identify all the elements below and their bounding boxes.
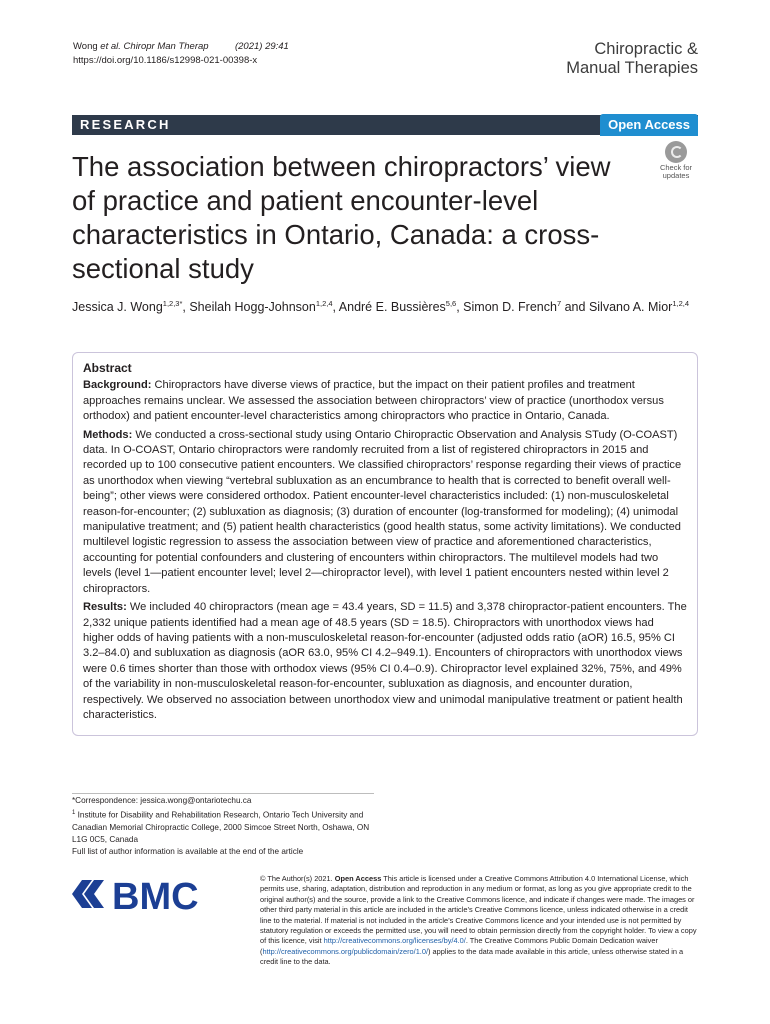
article-title: The association between chiropractors’ view of practice and patient encounter-level characteristics in Ontario, Canada: a cross-sectional study [72, 151, 611, 284]
methods-text: We conducted a cross-sectional study using Ontario Chiropractic Observation and Analysis STudy (O-COAST) data. In O-COAST, Ontario chiropractors were randomly recruited from a list of registered chiropractors in 2015 and recorded up to 100 consecutive patient encounters. We classified chiropractors’ response regarding their views of practice as unorthodox when viewing “vertebral subluxation as an encumbrance to health that is corrected to benefit overall well-being”; other views were considered orthodox. Patient encounter-level characteristics included: (1) non-musculoskeletal reason-for-encounter; (2) subluxation as diagnosis; (3) duration of encounter (log-transformed for modeling); (4) unimodal manipulative treatment; and (5) patient health characteristics (good health status, some activity limitations). We conducted multilevel logistic regression to assess the association between view of practice and aforementioned characteristics, accounting for potential confounders and clustering of encounters within chiropractors. The multilevel models had two levels (level 1—patient encounter level; level 2—chiropractor level), with level 1 patient encounters nested within level 2 chiropractors. [83, 428, 682, 595]
check-for-updates-button[interactable] [654, 141, 698, 181]
bmc-logo-mark [72, 880, 104, 908]
license-text-2: . The Creative Commons Public Domain Dedication waiver ( [260, 936, 658, 956]
background-label: Background: [83, 379, 152, 392]
bmc-logo [72, 874, 220, 914]
journal-name-line2: Manual Therapies [566, 59, 698, 77]
correspondence: *Correspondence: jessica.wong@ontariotechu.ca [72, 796, 252, 805]
journal-name [566, 40, 698, 78]
citation-etal: et al. [100, 41, 121, 52]
license-notice [260, 874, 700, 968]
section-label: RESEARCH [80, 117, 171, 132]
results-text: We included 40 chiropractors (mean age = 43.4 years, SD = 11.5) and 3,378 chiropractor-patient encounters. The 2,332 unique patients identified had a mean age of 48.5 years (SD = 18.5). Chiropractors with unorthodox views had higher odds of having patients with a non-musculoskeletal reason-for-encounter (adjusted odds ratio (aOR) 16.5, 95% CI 3.2–84.0) and subluxation as diagnosis (aOR 63.0, 95% CI 4.2–949.1). Encounters of chiropractors with unorthodox views were 0.6 times shorter than those with orthodox views (95% CI 0.4–0.9). Chiropractor level explained 32%, 75%, and 49% of the variability in non-musculoskeletal reason-for-encounter, subluxation as diagnosis, and encounter duration, respectively. We observed no association between unorthodox view and unimodal manipulative treatment or patient health characteristics. [83, 601, 687, 721]
methods-label: Methods: [83, 428, 133, 441]
check-for-updates-label: Check for updates [659, 163, 693, 180]
author-affiliation-sup: 1,2,3* [162, 299, 183, 308]
open-access-label: Open Access [334, 874, 382, 883]
affiliation: $^1$ Institute for Disability and Rehabilitation Research, Ontario Tech University and Canadian Memorial Chiropractic College, 2000 Simcoe Street North, Oshawa, ON L1G 0C5, Canada [72, 810, 370, 844]
abstract-box [72, 352, 698, 736]
author-affiliation-sup: 5,6 [445, 299, 457, 308]
background-text: Chiropractors have diverse views of practice, but the impact on their patient profiles and treatment approaches remains unclear. We assessed the association between chiropractors’ view of practice (unorthodox versus orthodox) and patient encounter-level characteristics among chiropractors who practice in Ontario, Canada. [83, 379, 664, 423]
journal-name-line1: Chiropractic & [594, 40, 698, 58]
citation-line [73, 40, 289, 54]
author-info-note: Full list of author information is available at the end of the article [72, 846, 304, 856]
license-link-cc0[interactable]: http://creativecommons.org/publicdomain/zero/1.0/ [262, 946, 429, 956]
bmc-logo-text: BMC [112, 876, 199, 914]
abstract-results [83, 600, 687, 723]
copyright: © The Author(s) 2021. [260, 874, 335, 883]
abstract-background [83, 378, 687, 424]
doi-link[interactable]: https://doi.org/10.1186/s12998-021-00398-x [73, 55, 258, 66]
footnote [72, 795, 382, 858]
license-text-3: ) applies to the data made available in this article, unless otherwise stated in a credit line to the data. [260, 946, 684, 967]
author-name[interactable]: Silvano A. Mior [588, 300, 673, 315]
author-name[interactable]: Jessica J. Wong [72, 300, 163, 315]
footnote-divider [72, 793, 374, 794]
author-name[interactable]: Simon D. French [463, 300, 557, 315]
citation-authors: Wong [73, 41, 98, 52]
author-name[interactable]: Sheilah Hogg-Johnson [189, 300, 316, 315]
author-affiliation-sup: 1,2,4 [315, 299, 333, 308]
abstract-heading: Abstract [83, 361, 132, 375]
citation-journal: Chiropr Man Therap [123, 41, 209, 52]
citation-header [73, 40, 289, 68]
open-access-badge: Open Access [600, 114, 698, 136]
citation-volume: (2021) 29:41 [234, 41, 289, 52]
abstract-methods [83, 428, 687, 597]
license-link-cc-by[interactable]: http://creativecommons.org/licenses/by/4.0/ [323, 936, 466, 946]
author-affiliation-sup: 7 [556, 299, 562, 308]
license-text-1: This article is licensed under a Creative Commons Attribution 4.0 International License, which permits use, sharing, adaptation, distribution and reproduction in any medium or format, as long as you give appropriate credit to the original author(s) and the source, provide a link to the Creative Commons licence, and indicate if changes were made. The images or other third party material in this article are included in the article’s Creative Commons licence, unless indicated otherwise in a credit line to the material. If material is not included in the article’s Creative Commons licence and your intended use is not permitted by statutory regulation or exceeds the permitted use, you will need to obtain permission directly from the copyright holder. To view a copy of this licence, visit [260, 874, 697, 946]
check-for-updates-icon [665, 141, 687, 163]
author-name[interactable]: André E. Bussières [338, 300, 446, 315]
results-label: Results: [83, 601, 127, 614]
author-affiliation-sup: 1,2,4 [672, 299, 689, 308]
author-list: Jessica J. Wong$^{1,2,3*}$, Sheilah Hogg-Johnson$^{1,2,4}$, André E. Bussières$^{5,6}$, Simon D. French$^7$ and Silvano A. Mior$^{1,2,4}$ [72, 299, 689, 315]
